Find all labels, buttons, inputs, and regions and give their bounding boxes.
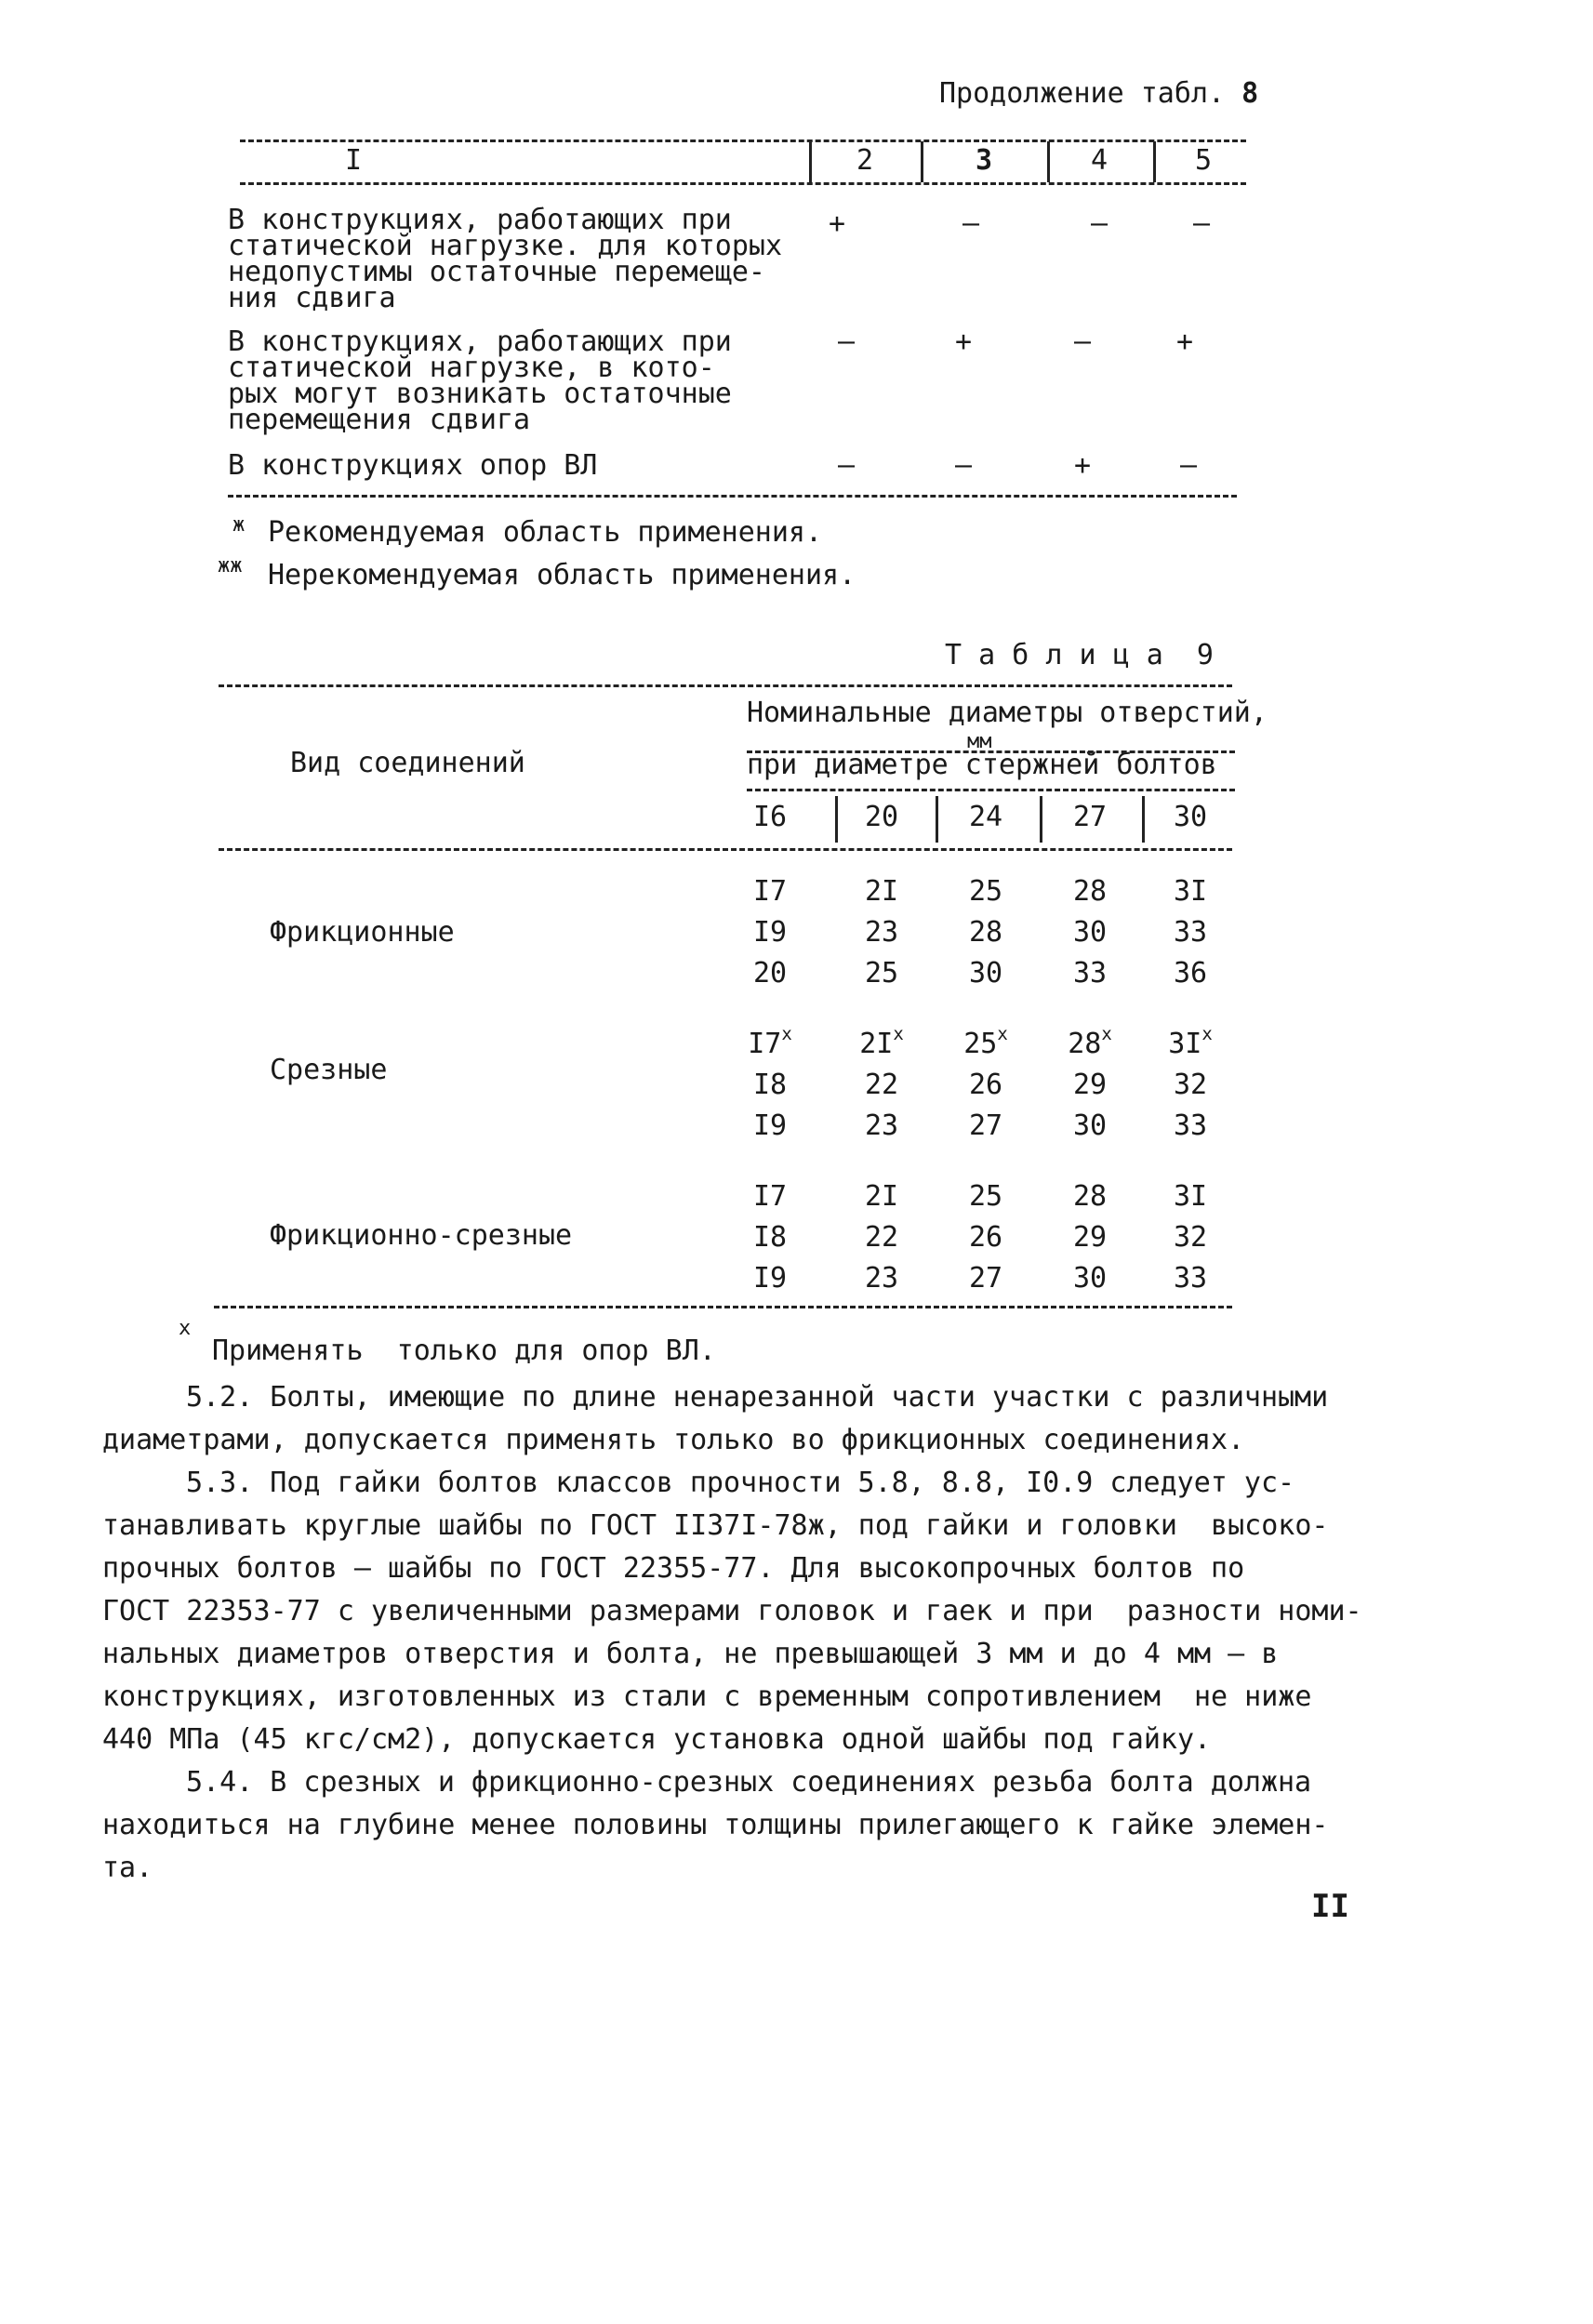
paragraph-line: прочных болтов – шайбы по ГОСТ 22355-77. Для высокопрочных болтов по [102,1552,1245,1585]
table-cell: – [837,325,856,358]
paragraph-line: 440 МПа (45 кгс/см2), допускается установка одной шайбы под гайку. [102,1723,1212,1756]
table-cell: 30 [1072,1262,1108,1295]
paragraph-line: нальных диаметров отверстия и болта, не превышающей 3 мм и до 4 мм – в [102,1638,1279,1670]
footnote-text: Нерекомендуемая область применения. [268,559,856,591]
row-label-line: В конструкциях, работающих при [228,204,732,236]
table-cell: $3I^х$ [1168,1024,1213,1060]
superscript-mark: х [997,1024,1008,1044]
group-header-unit: мм [967,730,992,753]
paragraph-line: диаметрами, допускается применять только во фрикционных соединениях. [102,1424,1245,1456]
table-cell: 20 [752,957,788,989]
row-label-line: перемещения сдвига [228,404,531,436]
table-cell: 29 [1072,1221,1108,1254]
superscript-mark: х [1201,1024,1213,1044]
col-divider [1153,141,1156,182]
footnote-mark: ж [232,513,246,537]
continuation-label: Продолжение табл. 8 [939,77,1259,110]
bolt-diameter-header: I6 [752,801,788,833]
table-cell: $25^х$ [963,1024,1008,1060]
table-cell: 33 [1173,1262,1208,1295]
rule [747,750,1235,753]
table-cell: 30 [1072,1109,1108,1142]
table-cell: 2I [864,875,899,908]
table-cell: 28 [968,916,1003,949]
table-cell: 36 [1173,957,1208,989]
rule [228,495,1237,498]
superscript-mark: х [893,1024,904,1044]
paragraph-line: та. [102,1852,153,1884]
table-cell: 29 [1072,1069,1108,1101]
table-cell: 25 [968,875,1003,908]
table-cell: – [954,449,973,482]
col-divider [809,141,812,182]
rule [747,789,1235,791]
row-label-line: ния сдвига [228,282,396,314]
table-number: 8 [1241,77,1259,110]
bolt-diameter-header: 20 [864,801,899,833]
rule [240,182,1246,185]
row-label-line: статической нагрузке. для которых [228,230,783,262]
table-cell: I9 [752,1109,788,1142]
col-divider [936,796,938,843]
footnote-text: Применять только для опор ВЛ. [212,1335,716,1367]
table-cell: 28 [1072,1180,1108,1213]
table-cell: – [1179,449,1198,482]
table-cell: 26 [968,1221,1003,1254]
column-header: 2 [856,144,874,177]
table-cell: I9 [752,1262,788,1295]
page-number: II [1311,1888,1349,1925]
col-divider [1040,796,1042,843]
table-cell: $28^х$ [1068,1024,1112,1060]
row-label-line: В конструкциях опор ВЛ [228,449,598,482]
col-divider [1142,796,1145,843]
table-cell: 23 [864,916,899,949]
row-label-line: статической нагрузке, в кото- [228,352,715,384]
table-cell: + [1175,325,1194,358]
paragraph-line: ГОСТ 22353-77 с увеличенными размерами головок и гаек и при разности номи- [102,1595,1362,1627]
table-cell: $2I^х$ [859,1024,904,1060]
row-label-line: рых могут возникать остаточные [228,378,732,410]
table-title: Т а б л и ц а 9 [945,639,1214,671]
table-cell: + [1073,449,1092,482]
col-divider [1047,141,1050,182]
paragraph-line: 5.3. Под гайки болтов классов прочности 5.8, 8.8, I0.9 следует ус- [186,1467,1295,1499]
table-cell: I7 [752,1180,788,1213]
rule [240,139,1246,142]
bolt-diameter-header: 30 [1173,801,1208,833]
row-label-line: недопустимы остаточные перемеще- [228,256,765,288]
table-cell: 25 [864,957,899,989]
column-header: Вид соединений [290,747,525,779]
table-cell: 27 [968,1262,1003,1295]
table-cell: I8 [752,1221,788,1254]
table-cell: I8 [752,1069,788,1101]
table-cell: 3I [1173,1180,1208,1213]
table-cell: 25 [968,1180,1003,1213]
paragraph-line: 5.2. Болты, имеющие по длине ненарезанной части участки с различными [186,1381,1329,1414]
paragraph-line: находиться на глубине менее половины толщины прилегающего к гайке элемен- [102,1809,1329,1841]
table-cell: 32 [1173,1221,1208,1254]
table-cell: 23 [864,1109,899,1142]
column-header: 4 [1090,144,1108,177]
table-cell: 26 [968,1069,1003,1101]
connection-type: Фрикционные [270,916,455,949]
table-cell: 33 [1173,1109,1208,1142]
rule [219,684,1232,687]
table-cell: 32 [1173,1069,1208,1101]
table-cell: – [1073,325,1092,358]
table-cell: 22 [864,1069,899,1101]
footnote-text: Рекомендуемая область применения. [268,516,823,549]
connection-type: Фрикционно-срезные [270,1219,573,1252]
table-cell: 3I [1173,875,1208,908]
table-cell: – [1192,207,1211,240]
bolt-diameter-header: 24 [968,801,1003,833]
table-cell: 30 [968,957,1003,989]
table-cell: 23 [864,1262,899,1295]
column-header: 3 [975,144,993,177]
bolt-diameter-header: 27 [1072,801,1108,833]
table-cell: 2I [864,1180,899,1213]
paragraph-line: танавливать круглые шайбы по ГОСТ II37I-78ж, под гайки и головки высоко- [102,1509,1329,1542]
footnote-mark: х [179,1317,192,1340]
table-cell: 33 [1072,957,1108,989]
group-header: Номинальные диаметры отверстий, [747,697,1268,729]
paragraph-line: 5.4. В срезных и фрикционно-срезных соединениях резьба болта должна [186,1766,1312,1799]
table-cell: I9 [752,916,788,949]
superscript-mark: х [781,1024,792,1044]
table-cell: I7 [752,875,788,908]
table-cell: $I7^х$ [748,1024,792,1060]
table-cell: + [828,207,846,240]
table-cell: – [1090,207,1108,240]
paragraph-line: конструкциях, изготовленных из стали с временным сопротивлением не ниже [102,1680,1312,1713]
table-cell: 33 [1173,916,1208,949]
table-cell: – [837,449,856,482]
column-header: 5 [1194,144,1213,177]
footnote-mark: жж [218,554,243,578]
rule [214,1306,1232,1308]
table-cell: + [954,325,973,358]
rule [219,848,1232,851]
table-cell: 28 [1072,875,1108,908]
col-divider [835,796,838,843]
connection-type: Срезные [270,1054,388,1086]
table-cell: 30 [1072,916,1108,949]
table-cell: 27 [968,1109,1003,1142]
column-header: I [344,144,363,177]
superscript-mark: х [1101,1024,1112,1044]
group-header: при диаметре стержней болтов [747,749,1217,781]
col-divider [921,141,923,182]
row-label-line: В конструкциях, работающих при [228,325,732,358]
table-cell: – [962,207,980,240]
table-cell: 22 [864,1221,899,1254]
